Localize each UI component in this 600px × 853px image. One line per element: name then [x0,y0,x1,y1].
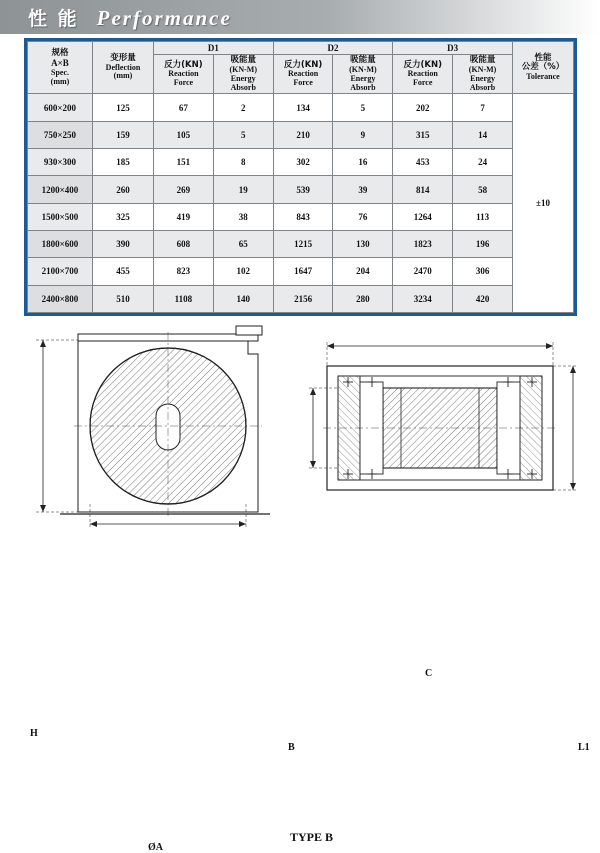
cell-d1-energy: 140 [213,285,273,312]
dimension-label-h: H [30,728,38,739]
cell-d1-force: 269 [154,176,214,203]
cell-d3-energy: 113 [453,203,513,230]
cell-d2-force: 302 [273,149,333,176]
cell-d3-force: 202 [393,94,453,121]
cell-d2-force: 843 [273,203,333,230]
cell-d3-energy: 58 [453,176,513,203]
cell-d1-energy: 8 [213,149,273,176]
table-row [28,94,574,121]
dimension-label-l1: L1 [578,742,590,753]
cell-d3-force: 3234 [393,285,453,312]
cell-deflection: 260 [93,176,154,203]
cell-d3-force: 814 [393,176,453,203]
dimension-label-c: C [425,668,433,679]
drawing-side-elevation [0,318,300,532]
cell-d3-force: 2470 [393,258,453,285]
cell-spec: 2100×700 [28,258,93,285]
cell-d3-energy: 196 [453,231,513,258]
col-header-d3-reaction: 反力(KN) Reaction Force [393,55,453,94]
cell-d1-force: 608 [154,231,214,258]
col-header-d1-energy: 吸能量 (KN-M) Energy Absorb [213,55,273,94]
cell-d1-force: 419 [154,203,214,230]
cell-d2-force: 2156 [273,285,333,312]
cell-d1-force: 823 [154,258,214,285]
performance-table [27,41,574,313]
cell-d3-energy: 7 [453,94,513,121]
cell-deflection: 455 [93,258,154,285]
table-head [28,42,574,94]
cell-d1-energy: 5 [213,121,273,148]
dimension-label-b: B [288,742,295,753]
col-group-d3: D3 [393,42,513,55]
cell-d2-energy: 5 [333,94,393,121]
page-title-cn: 性 能 [28,8,79,30]
cell-d3-energy: 420 [453,285,513,312]
cell-d3-force: 1823 [393,231,453,258]
cell-deflection: 510 [93,285,154,312]
cell-deflection: 325 [93,203,154,230]
table-row [28,285,574,312]
cell-d3-force: 453 [393,149,453,176]
dimension-label-diameter: ØA [148,842,163,853]
drawing-plan-view [305,318,595,532]
col-header-spec: 规格 A×B Spec. (mm) [28,42,93,94]
table-row [28,121,574,148]
cell-d2-energy: 16 [333,149,393,176]
col-header-d1-reaction: 反力(KN) Reaction Force [154,55,214,94]
col-header-tolerance: 性能 公差（%） Tolerance [513,42,574,94]
col-group-d1: D1 [154,42,274,55]
cell-d1-energy: 2 [213,94,273,121]
technical-drawing-area [0,318,600,853]
cell-d2-energy: 76 [333,203,393,230]
table-header-row-1 [28,42,574,55]
cell-deflection: 159 [93,121,154,148]
col-group-d2: D2 [273,42,393,55]
col-header-deflection: 变形量 Deflection (mm) [93,42,154,94]
cell-d2-force: 539 [273,176,333,203]
cell-deflection: 390 [93,231,154,258]
cell-spec: 930×300 [28,149,93,176]
cell-d3-force: 1264 [393,203,453,230]
cell-d2-energy: 204 [333,258,393,285]
table-row [28,258,574,285]
cell-d3-force: 315 [393,121,453,148]
cell-d3-energy: 24 [453,149,513,176]
cell-spec: 750×250 [28,121,93,148]
cell-d2-energy: 39 [333,176,393,203]
cell-d3-energy: 306 [453,258,513,285]
cell-spec: 1200×400 [28,176,93,203]
cell-d2-force: 210 [273,121,333,148]
cell-d2-energy: 9 [333,121,393,148]
table-row [28,176,574,203]
cell-d2-force: 134 [273,94,333,121]
page-header-banner [0,0,600,34]
cell-d3-energy: 14 [453,121,513,148]
cell-deflection: 125 [93,94,154,121]
cell-d1-energy: 19 [213,176,273,203]
cell-d1-force: 67 [154,94,214,121]
cell-deflection: 185 [93,149,154,176]
drawing-type-label: TYPE B [290,830,334,844]
col-header-d2-reaction: 反力(KN) Reaction Force [273,55,333,94]
cell-d2-energy: 130 [333,231,393,258]
cell-d1-energy: 65 [213,231,273,258]
table-row [28,231,574,258]
table-row [28,149,574,176]
cell-tolerance-value: ±10 [513,94,574,313]
col-header-d3-energy: 吸能量 (KN-M) Energy Absorb [453,55,513,94]
cell-d1-force: 151 [154,149,214,176]
table-row [28,203,574,230]
cell-d2-force: 1647 [273,258,333,285]
cell-spec: 1500×500 [28,203,93,230]
page-title [28,4,232,31]
cell-spec: 600×200 [28,94,93,121]
cell-d1-force: 105 [154,121,214,148]
col-header-d2-energy: 吸能量 (KN-M) Energy Absorb [333,55,393,94]
cell-d2-force: 1215 [273,231,333,258]
cell-d1-energy: 38 [213,203,273,230]
table-body [28,94,574,313]
page-title-en: Performance [96,6,232,30]
performance-table-container [24,38,577,316]
cell-d1-force: 1108 [154,285,214,312]
cell-d2-energy: 280 [333,285,393,312]
cell-d1-energy: 102 [213,258,273,285]
cell-spec: 2400×800 [28,285,93,312]
cell-spec: 1800×600 [28,231,93,258]
